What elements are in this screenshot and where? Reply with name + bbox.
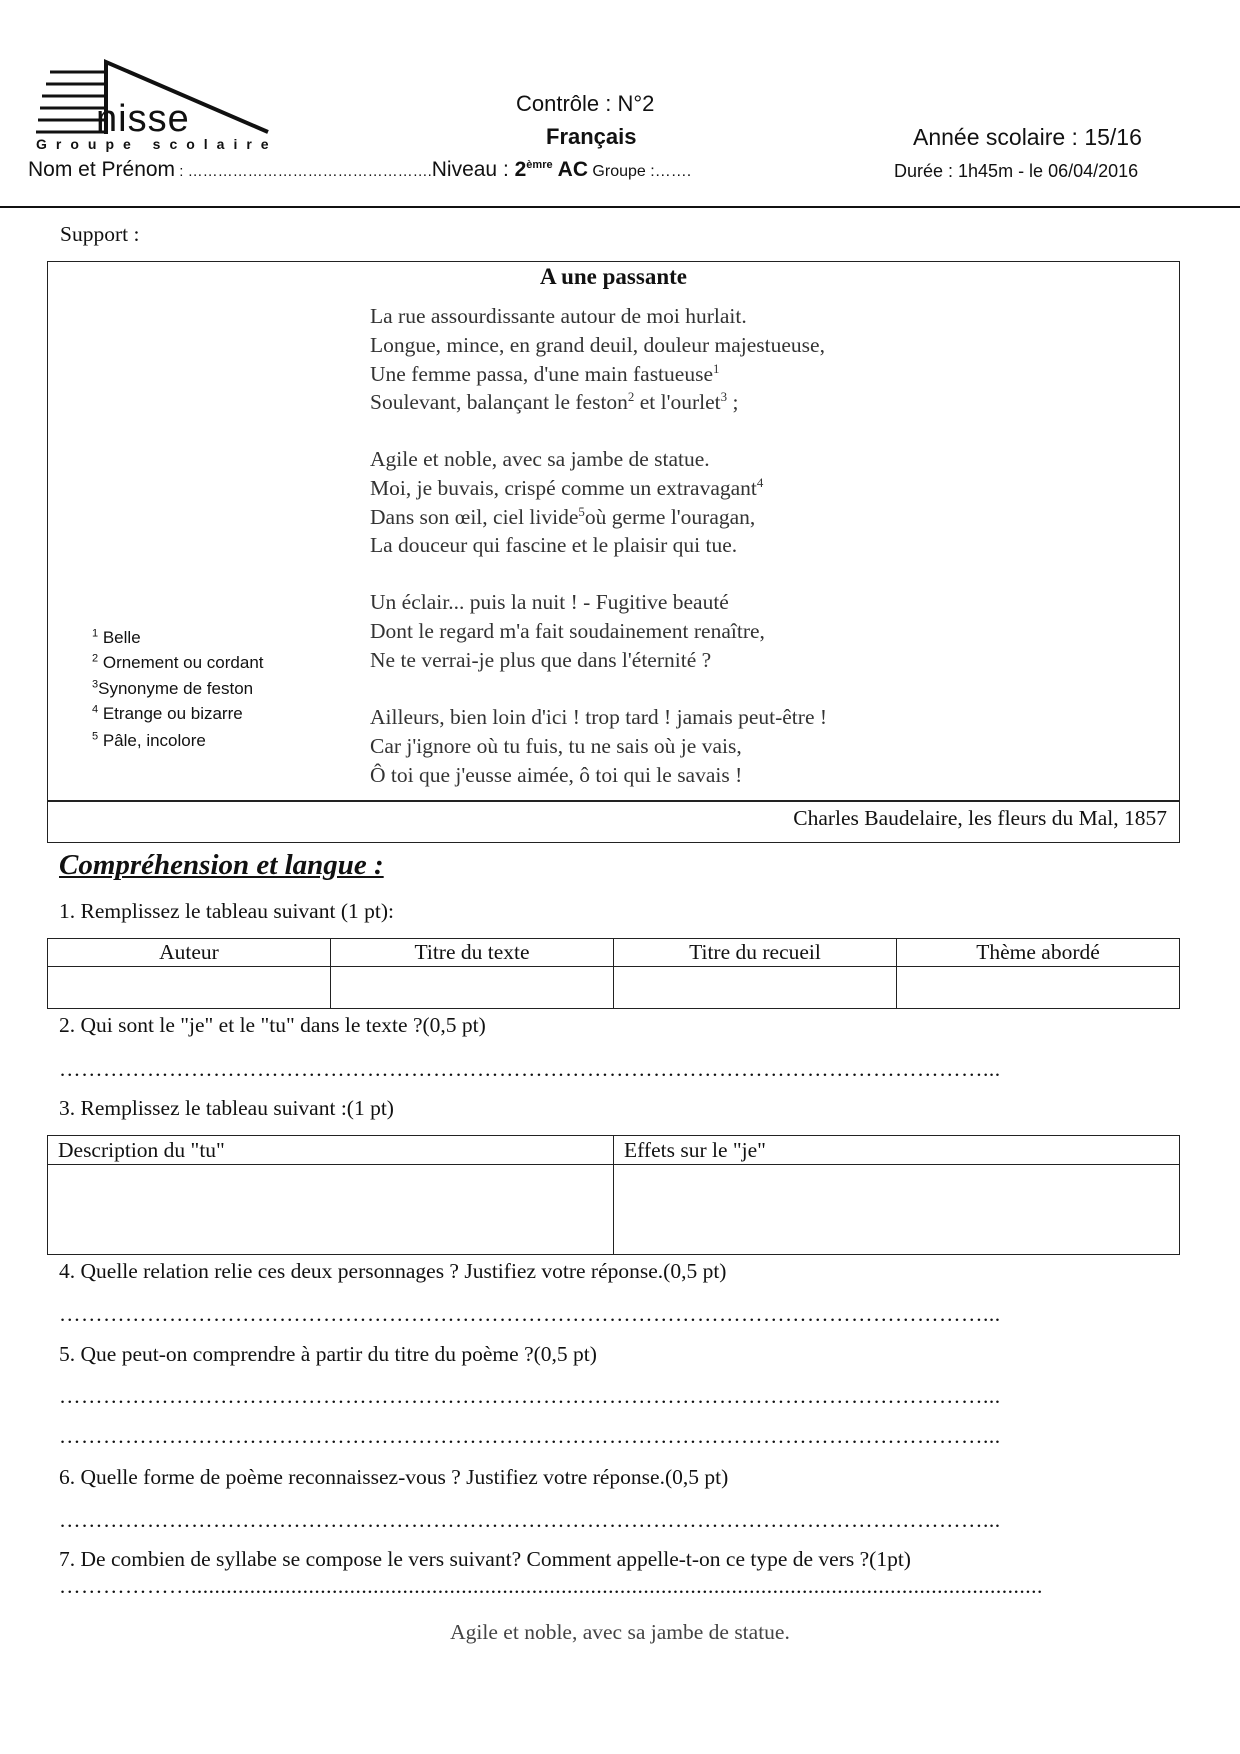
- question-2: 2. Qui sont le "je" et le "tu" dans le texte ?(0,5 pt): [59, 1013, 486, 1037]
- footnote-3: [92, 679, 253, 699]
- table-info-header-theme: Thème abordé: [897, 939, 1180, 967]
- footnote-1-number: 1: [92, 627, 99, 640]
- verse-12: Ailleurs, bien loin d'ici ! trop tard ! jamais peut-être !: [370, 705, 828, 729]
- verse-2: Longue, mince, en grand deuil, douleur majestueuse,: [370, 333, 825, 357]
- exam-duration: Durée : 1h45m - le 06/04/2016: [894, 161, 1139, 181]
- level-suffix: èmre: [526, 159, 553, 171]
- answer-line-5b[interactable]: ………………………………………………………………………………………………………………...: [59, 1424, 1001, 1448]
- footnote-ref-4: 4: [756, 475, 764, 490]
- footnote-ref-2: 2: [627, 389, 635, 404]
- verse-3: [370, 362, 719, 387]
- footnote-ref-3: 3: [720, 389, 728, 404]
- verse-4-part-c: ;: [727, 390, 739, 414]
- verse-4-part-b: et l'ourlet: [634, 390, 721, 414]
- verse-3-text: Une femme passa, d'une main fastueuse: [370, 362, 713, 386]
- footnote-3-number: 3: [92, 678, 99, 691]
- footnote-2-text: Ornement ou cordant: [98, 653, 264, 672]
- subject-title: Français: [546, 124, 637, 149]
- group-field: Groupe :…….: [587, 163, 692, 180]
- name-dots: : ………………………………………….: [175, 163, 432, 180]
- verse-1: La rue assourdissante autour de moi hurlait.: [370, 304, 747, 328]
- footnote-ref-5: 5: [578, 504, 585, 519]
- table-info-header-collection: Titre du recueil: [614, 939, 897, 967]
- table-characters-header-je: Effets sur le "je": [614, 1136, 1180, 1165]
- answer-line-7[interactable]: ……………….................................................................................................................................................: [59, 1574, 1043, 1598]
- poem-author: Charles Baudelaire, les fleurs du Mal, 1857: [793, 806, 1167, 830]
- verse-7: [370, 505, 755, 530]
- footnote-4-number: 4: [92, 703, 99, 716]
- verse-6-text: Moi, je buvais, crispé comme un extravagant: [370, 476, 757, 500]
- answer-line-2[interactable]: ………………………………………………………………………………………………………………...: [59, 1057, 1001, 1081]
- header-divider: [0, 206, 1240, 208]
- section-title: Compréhension et langue :: [59, 849, 384, 881]
- footnote-2: [92, 653, 264, 673]
- answer-line-6[interactable]: ………………………………………………………………………………………………………………...: [59, 1508, 1001, 1532]
- footnote-1-text: Belle: [98, 628, 141, 647]
- poem-box: [47, 261, 1180, 843]
- verse-6: [370, 476, 763, 501]
- verse-4-part-a: Soulevant, balançant le feston: [370, 390, 628, 414]
- table-info: [47, 938, 1180, 1009]
- verse-4: [370, 390, 738, 415]
- footnote-5-text: Pâle, incolore: [98, 731, 206, 750]
- verse-11: Ne te verrai-je plus que dans l'éternité ?: [370, 648, 712, 672]
- poem-title: A une passante: [540, 264, 687, 289]
- verse-8: La douceur qui fascine et le plaisir qui tue.: [370, 533, 738, 557]
- verse-14: Ô toi que j'eusse aimée, ô toi qui le savais !: [370, 763, 743, 787]
- school-logo: [36, 58, 296, 154]
- table-characters-header-tu: Description du "tu": [48, 1136, 614, 1165]
- verse-9: Un éclair... puis la nuit ! - Fugitive beauté: [370, 590, 729, 614]
- footnote-1: [92, 628, 141, 648]
- table-info-header-author: Auteur: [48, 939, 331, 967]
- name-label: Nom et Prénom: [28, 158, 176, 181]
- question-4: 4. Quelle relation relie ces deux personnages ? Justifiez votre réponse.(0,5 pt): [59, 1259, 727, 1283]
- name-field[interactable]: [28, 158, 691, 182]
- verse-7-part-a: Dans son œil, ciel livide: [370, 505, 579, 529]
- verse-7-part-b: où germe l'ouragan,: [584, 505, 756, 529]
- verse-10: Dont le regard m'a fait soudainement renaître,: [370, 619, 765, 643]
- footnote-4: [92, 704, 243, 724]
- footnote-2-number: 2: [92, 652, 99, 665]
- logo-subtitle: Groupe scolaire: [36, 136, 278, 152]
- footnote-ref-1: 1: [712, 361, 720, 376]
- footnote-5: [92, 731, 206, 751]
- question-6: 6. Quelle forme de poème reconnaissez-vous ? Justifiez votre réponse.(0,5 pt): [59, 1465, 729, 1489]
- table-info-cell-author[interactable]: [48, 967, 331, 1009]
- quoted-verse: Agile et noble, avec sa jambe de statue.: [450, 1620, 790, 1644]
- table-characters-cell-tu[interactable]: [48, 1165, 614, 1255]
- control-number: Contrôle : N°2: [516, 91, 655, 116]
- question-3: 3. Remplissez le tableau suivant :(1 pt): [59, 1096, 394, 1120]
- table-characters-cell-je[interactable]: [614, 1165, 1180, 1255]
- verse-5: Agile et noble, avec sa jambe de statue.: [370, 447, 710, 471]
- answer-line-4[interactable]: ………………………………………………………………………………………………………………...: [59, 1302, 1001, 1326]
- table-info-header-title: Titre du texte: [331, 939, 614, 967]
- footnote-3-text: Synonyme de feston: [98, 679, 254, 698]
- level-class: AC: [552, 158, 588, 181]
- footnote-5-number: 5: [92, 730, 99, 743]
- question-7: 7. De combien de syllabe se compose le vers suivant? Comment appelle-t-on ce type de vers ?(1pt): [59, 1547, 911, 1571]
- footnote-4-text: Etrange ou bizarre: [98, 704, 243, 723]
- level-label: Niveau :: [431, 158, 515, 181]
- poem-separator: [48, 800, 1179, 802]
- support-label: Support :: [60, 222, 140, 246]
- logo-name: nisse: [96, 98, 190, 140]
- table-characters: [47, 1135, 1180, 1255]
- table-info-cell-title[interactable]: [331, 967, 614, 1009]
- table-info-cell-theme[interactable]: [897, 967, 1180, 1009]
- question-5: 5. Que peut-on comprendre à partir du titre du poème ?(0,5 pt): [59, 1342, 597, 1366]
- answer-line-5a[interactable]: ………………………………………………………………………………………………………………...: [59, 1384, 1001, 1408]
- level-number: 2: [514, 158, 527, 181]
- table-info-cell-collection[interactable]: [614, 967, 897, 1009]
- school-year: Année scolaire : 15/16: [913, 124, 1142, 150]
- question-1: 1. Remplissez le tableau suivant (1 pt):: [59, 899, 394, 923]
- verse-13: Car j'ignore où tu fuis, tu ne sais où je vais,: [370, 734, 742, 758]
